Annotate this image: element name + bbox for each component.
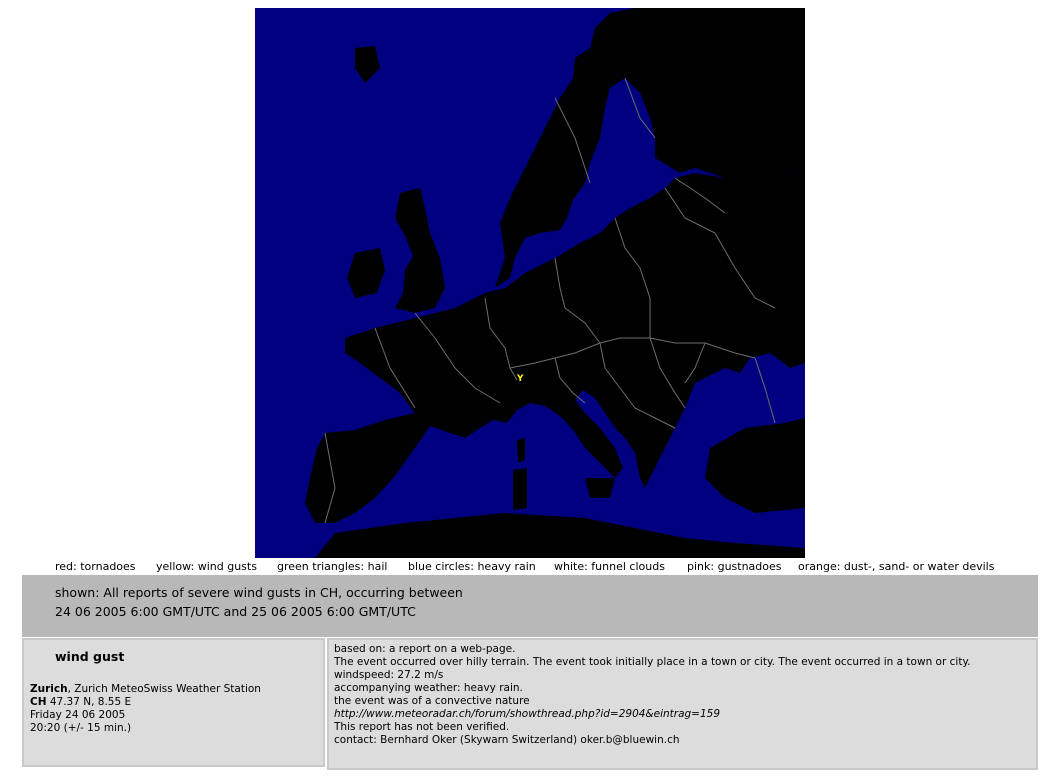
based-on: based on: a report on a web-page. xyxy=(334,643,516,655)
terrain: The event occurred over hilly terrain. The event took initially place in a town or city. The event occurred in a town or city. xyxy=(334,656,971,668)
country-code: CH xyxy=(30,696,47,708)
legend-item-dust-devils: orange: dust-, sand- or water devils xyxy=(798,560,995,573)
station-block xyxy=(30,683,261,735)
query-summary-line-1: shown: All reports of severe wind gusts in CH, occurring between xyxy=(55,585,463,600)
land-sardinia xyxy=(513,468,527,510)
station-line xyxy=(30,683,261,696)
coords-line xyxy=(30,696,261,709)
windspeed: windspeed: 27.2 m/s xyxy=(334,669,444,681)
query-summary-line-2: 24 06 2005 6:00 GMT/UTC and 25 06 2005 6:00 GMT/UTC xyxy=(55,604,416,619)
wind-gust-marker[interactable]: Y xyxy=(517,374,524,384)
place-name: Zurich xyxy=(30,683,68,695)
event-nature: the event was of a convective nature xyxy=(334,695,530,707)
legend-item-hail: green triangles: hail xyxy=(277,560,388,573)
source-link[interactable]: http://www.meteoradar.ch/forum/showthread.php?id=2904&eintrag=159 xyxy=(334,708,721,720)
report-date: Friday 24 06 2005 xyxy=(30,709,126,721)
land-corsica xyxy=(517,438,525,463)
legend-item-gustnadoes: pink: gustnadoes xyxy=(687,560,782,573)
map-canvas xyxy=(255,8,805,558)
report-details xyxy=(334,643,971,747)
accompanying-weather: accompanying weather: heavy rain. xyxy=(334,682,523,694)
legend-item-wind-gusts: yellow: wind gusts xyxy=(156,560,257,573)
event-type-title: wind gust xyxy=(55,649,125,664)
contact: contact: Bernhard Oker (Skywarn Switzerland) oker.b@bluewin.ch xyxy=(334,734,680,746)
legend-item-tornadoes: red: tornadoes xyxy=(55,560,136,573)
report-time: 20:20 (+/- 15 min.) xyxy=(30,722,132,734)
query-summary-panel xyxy=(22,575,1038,637)
legend-item-funnel-clouds: white: funnel clouds xyxy=(554,560,665,573)
verification-status: This report has not been verified. xyxy=(334,721,510,733)
europe-map[interactable] xyxy=(255,8,805,558)
station-name: , Zurich MeteoSwiss Weather Station xyxy=(67,683,261,695)
report-details-cell xyxy=(327,638,1038,770)
legend-item-heavy-rain: blue circles: heavy rain xyxy=(408,560,536,573)
coordinates: 47.37 N, 8.55 E xyxy=(46,696,132,708)
land-sicily xyxy=(585,478,615,498)
report-summary-cell xyxy=(22,638,325,767)
